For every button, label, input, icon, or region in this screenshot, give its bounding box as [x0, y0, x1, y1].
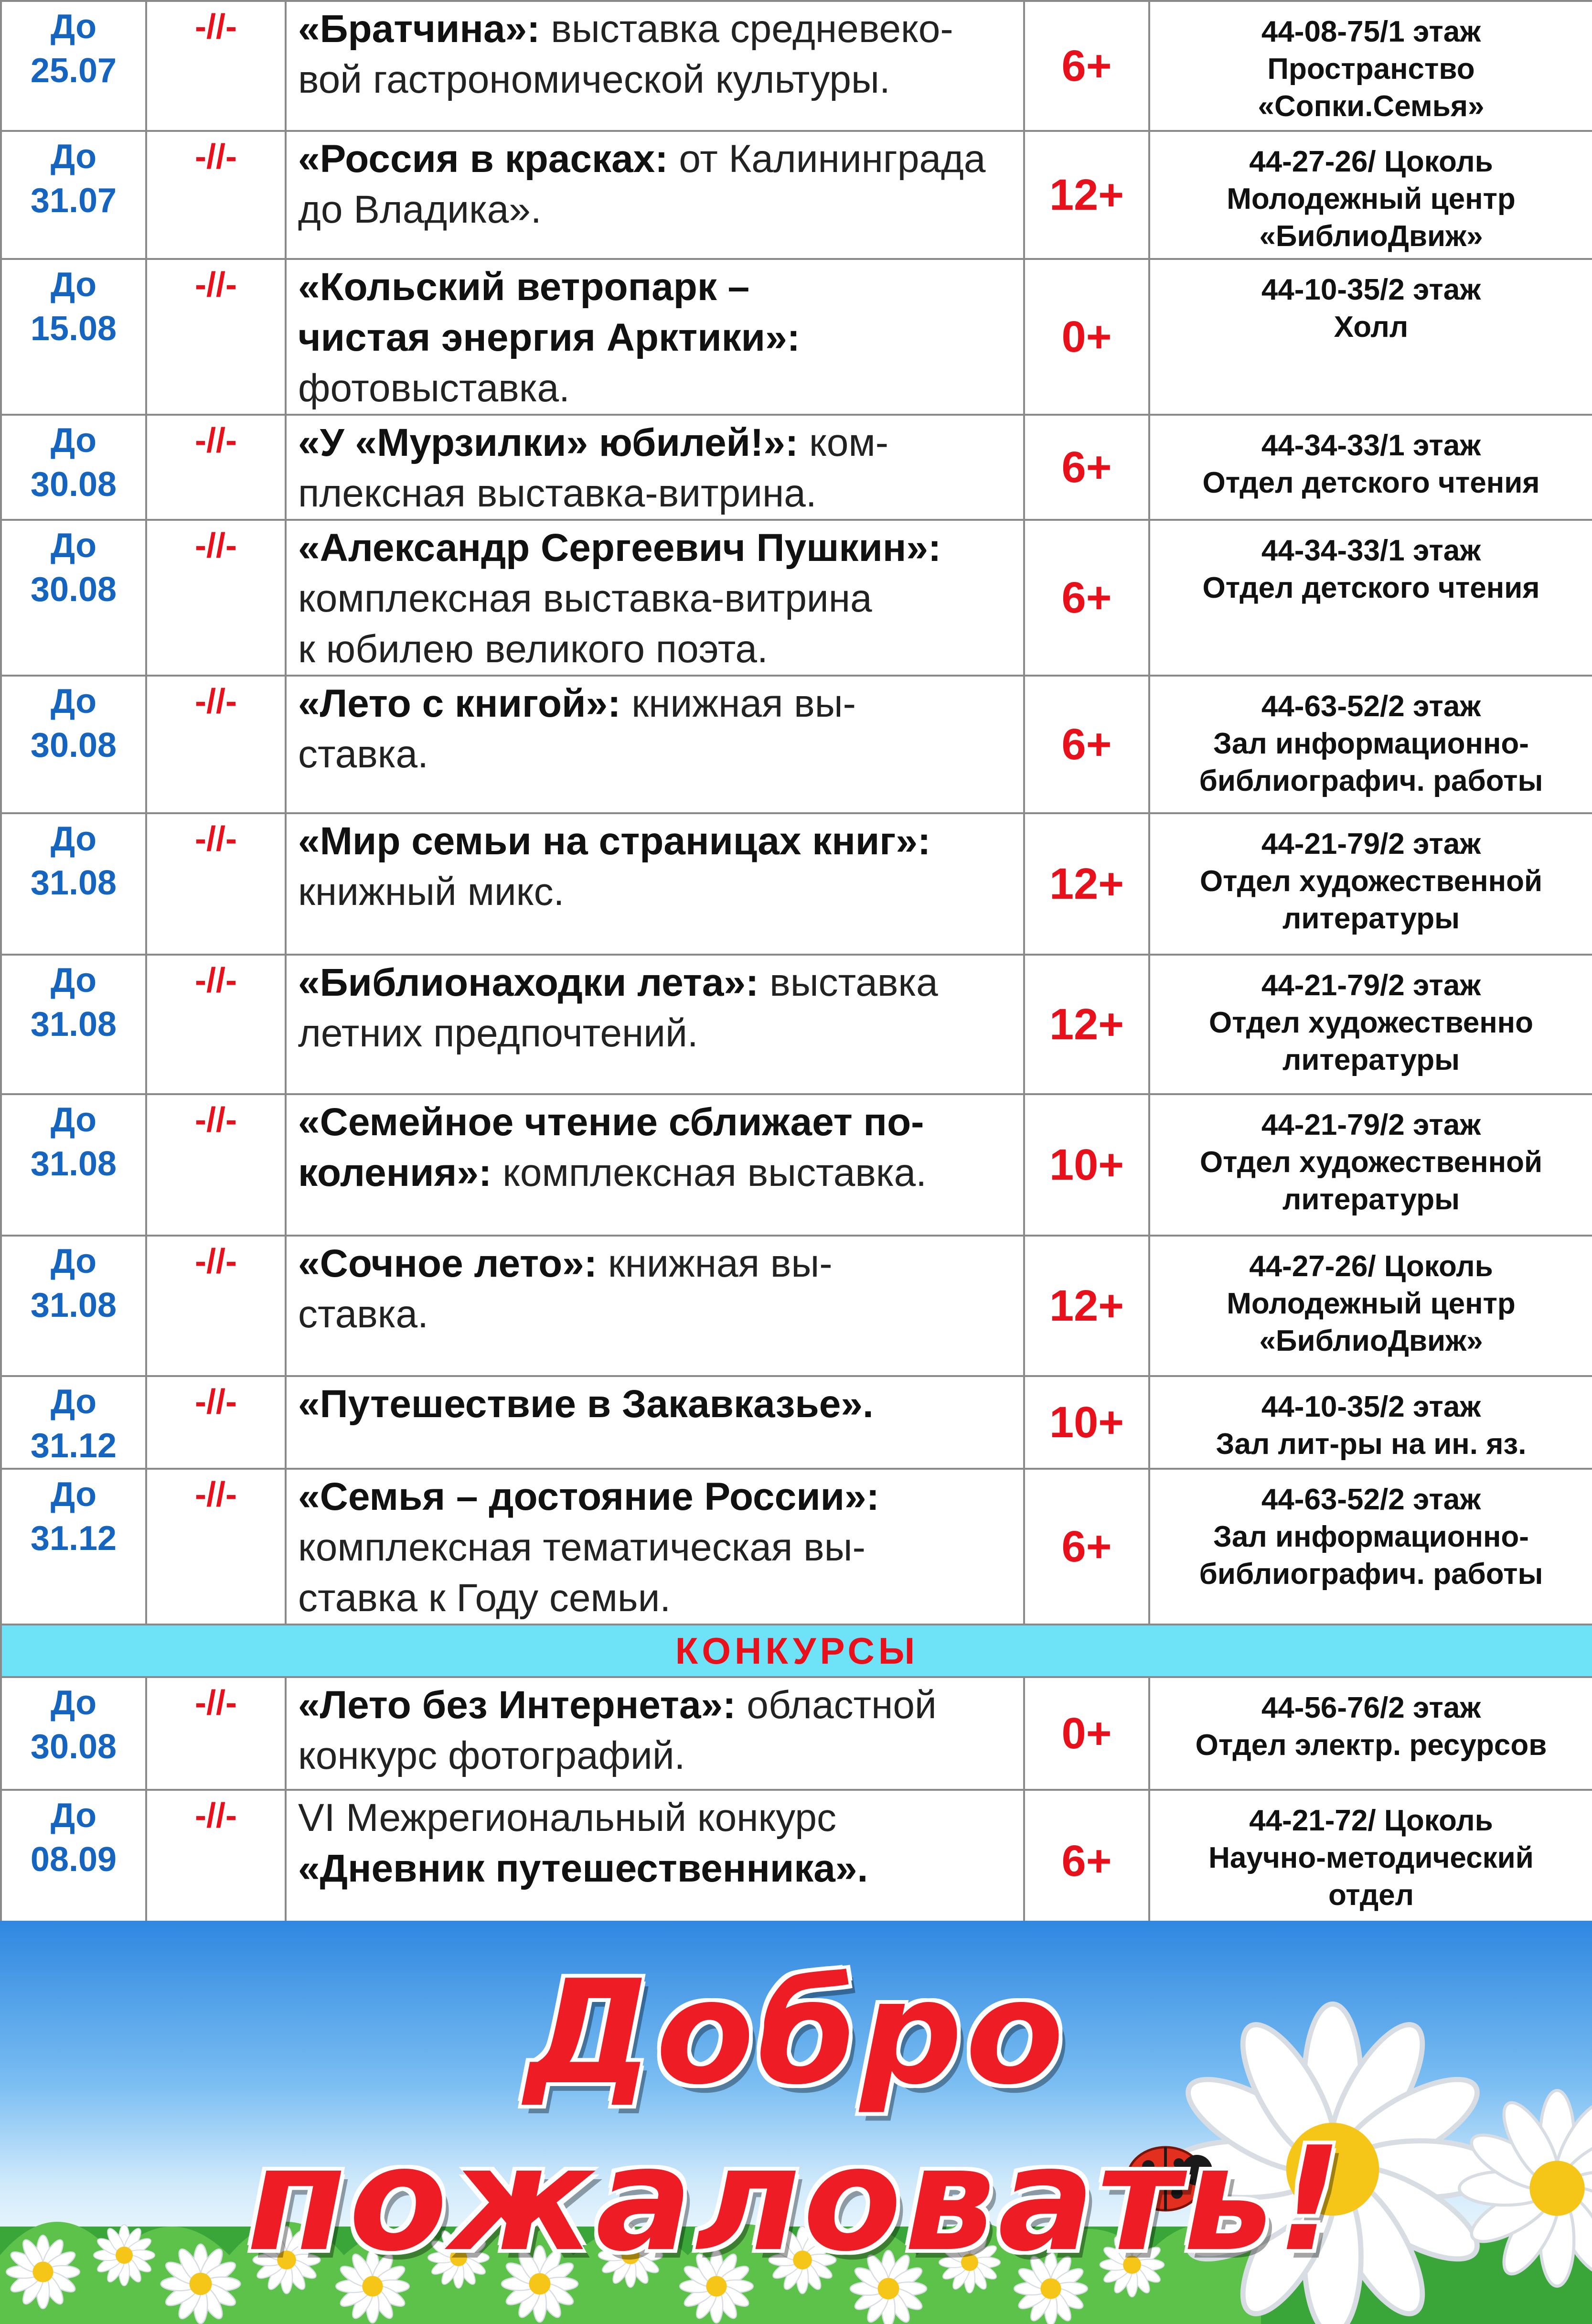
- event-title-text: ставка.: [298, 1292, 428, 1336]
- location-line: Зал лит-ры на ин. яз.: [1216, 1428, 1527, 1461]
- table-row: [1, 1236, 1592, 1376]
- date-cell: [1, 520, 146, 676]
- event-title-bold: «Мир семьи на страницах книг»:: [298, 819, 931, 863]
- event-title-text: VI Межрегиональный конкурс: [298, 1796, 836, 1840]
- event-title-text: комплексная выставка-витрина: [298, 577, 872, 620]
- age-rating: 0+: [1024, 1677, 1149, 1790]
- repeat-mark: -//-: [146, 1469, 286, 1625]
- date-value: 31.12: [30, 1427, 117, 1465]
- event-title-bold: «Путешествие в Закавказье».: [298, 1382, 874, 1426]
- event-title: [286, 1094, 1024, 1236]
- date-prefix: До: [50, 820, 97, 858]
- table-row: [1, 1376, 1592, 1469]
- date-cell: [1, 1376, 146, 1469]
- date-prefix: До: [50, 421, 97, 460]
- event-title-bold: «Александр Сергеевич Пушкин»:: [298, 526, 941, 570]
- location-line: «БиблиоДвиж»: [1259, 220, 1483, 253]
- phone-floor: 44-21-79/2 этаж: [1261, 828, 1481, 861]
- date-prefix: До: [50, 1101, 97, 1139]
- date-value: 30.08: [30, 570, 117, 609]
- event-title-line: [298, 624, 1023, 675]
- event-title: [286, 1469, 1024, 1625]
- location-cell: [1149, 1790, 1592, 1932]
- date-value: 08.09: [30, 1840, 117, 1879]
- date-value: 31.07: [30, 182, 117, 220]
- location-cell: [1149, 1, 1592, 131]
- event-title-text: комплексная выставка.: [491, 1151, 927, 1194]
- date-prefix: До: [50, 1242, 97, 1280]
- repeat-mark: -//-: [146, 955, 286, 1094]
- age-rating: 0+: [1024, 259, 1149, 415]
- age-rating: 12+: [1024, 1236, 1149, 1376]
- event-title-line: [298, 54, 1023, 105]
- date-cell: [1, 415, 146, 520]
- section-header-row: [1, 1625, 1592, 1677]
- repeat-mark: -//-: [146, 676, 286, 813]
- repeat-mark: -//-: [146, 1677, 286, 1790]
- age-rating: 6+: [1024, 520, 1149, 676]
- location-cell: [1149, 520, 1592, 676]
- age-rating: 6+: [1024, 1790, 1149, 1932]
- location-line: Научно-методический: [1208, 1841, 1534, 1874]
- location-cell: [1149, 1236, 1592, 1376]
- event-title-text: книжный микс.: [298, 870, 565, 914]
- date-prefix: До: [50, 961, 97, 1000]
- event-title: [286, 1790, 1024, 1932]
- location-line: Зал информационно-: [1213, 727, 1529, 760]
- event-title-line: [298, 184, 1023, 235]
- location-line: отдел: [1328, 1879, 1414, 1912]
- date-cell: [1, 1469, 146, 1625]
- repeat-mark: -//-: [146, 1790, 286, 1932]
- repeat-mark: -//-: [146, 131, 286, 259]
- event-title-line: [298, 418, 1023, 468]
- location-cell: [1149, 131, 1592, 259]
- table-row: [1, 520, 1592, 676]
- phone-floor: 44-08-75/1 этаж: [1261, 15, 1481, 48]
- phone-floor: 44-63-52/2 этаж: [1261, 690, 1481, 723]
- table-row: [1, 1094, 1592, 1236]
- event-title-line: [298, 1680, 1023, 1731]
- event-title-line: [298, 1238, 1023, 1289]
- event-title-text: книжная вы-: [597, 1242, 833, 1285]
- event-title: [286, 813, 1024, 955]
- event-title-bold: «Лето с книгой»:: [298, 682, 621, 725]
- phone-floor: 44-10-35/2 этаж: [1261, 1390, 1481, 1423]
- contests-body: [1, 1677, 1592, 1932]
- event-title-line: [298, 1472, 1023, 1522]
- date-prefix: До: [50, 527, 97, 565]
- table-row: [1, 955, 1592, 1094]
- table-row: [1, 813, 1592, 955]
- event-title-bold: «Сочное лето»:: [298, 1242, 598, 1285]
- age-rating: 6+: [1024, 415, 1149, 520]
- date-cell: [1, 131, 146, 259]
- age-rating: 12+: [1024, 131, 1149, 259]
- phone-floor: 44-56-76/2 этаж: [1261, 1691, 1481, 1724]
- date-prefix: До: [50, 1383, 97, 1421]
- date-cell: [1, 1094, 146, 1236]
- event-title-text: областной: [736, 1683, 937, 1727]
- table-row: [1, 131, 1592, 259]
- event-title: [286, 1677, 1024, 1790]
- date-prefix: До: [50, 8, 97, 46]
- event-title-text: книжная вы-: [620, 682, 856, 725]
- event-title: [286, 1, 1024, 131]
- event-title: [286, 259, 1024, 415]
- location-cell: [1149, 1677, 1592, 1790]
- location-line: Отдел детского чтения: [1202, 466, 1540, 499]
- age-rating: 6+: [1024, 676, 1149, 813]
- event-title-line: [298, 1843, 1023, 1894]
- date-cell: [1, 1677, 146, 1790]
- location-line: литературы: [1282, 1044, 1460, 1076]
- date-value: 30.08: [30, 726, 117, 764]
- contests-section: [1, 1625, 1592, 1677]
- events-body: [1, 1, 1592, 1625]
- event-title-line: [298, 1008, 1023, 1059]
- repeat-mark: -//-: [146, 1376, 286, 1469]
- location-cell: [1149, 1376, 1592, 1469]
- event-title-line: [298, 678, 1023, 729]
- date-value: 31.08: [30, 1286, 117, 1324]
- event-title: [286, 520, 1024, 676]
- event-title-text: от Калининграда: [668, 137, 986, 181]
- phone-floor: 44-63-52/2 этаж: [1261, 1483, 1481, 1516]
- date-value: 15.08: [30, 310, 117, 348]
- date-value: 31.08: [30, 1005, 117, 1044]
- location-line: Зал информационно-: [1213, 1520, 1529, 1553]
- event-title-line: [298, 958, 1023, 1008]
- phone-floor: 44-10-35/2 этаж: [1261, 273, 1481, 306]
- location-line: библиографич. работы: [1199, 764, 1543, 797]
- repeat-mark: -//-: [146, 259, 286, 415]
- event-title: [286, 1236, 1024, 1376]
- table-row: [1, 1, 1592, 131]
- location-line: Отдел художественно: [1208, 1006, 1533, 1039]
- event-title-line: [298, 523, 1023, 573]
- date-prefix: До: [50, 1475, 97, 1514]
- location-line: Холл: [1334, 311, 1409, 344]
- event-title-text: к юбилею великого поэта.: [298, 627, 768, 671]
- date-cell: [1, 813, 146, 955]
- date-value: 25.07: [30, 52, 117, 90]
- event-title-text: выставка: [759, 961, 938, 1004]
- event-title-text: вой гастрономической культуры.: [298, 58, 890, 101]
- event-title: [286, 415, 1024, 520]
- phone-floor: 44-21-79/2 этаж: [1261, 1108, 1481, 1141]
- location-cell: [1149, 259, 1592, 415]
- event-title-bold: «Библионаходки лета»:: [298, 961, 759, 1004]
- event-title: [286, 955, 1024, 1094]
- event-title-text: ком-: [798, 421, 889, 464]
- event-title-text: выставка средневеко-: [540, 7, 953, 51]
- age-rating: 10+: [1024, 1094, 1149, 1236]
- age-rating: 6+: [1024, 1, 1149, 131]
- event-title-line: [298, 1289, 1023, 1340]
- event-title-line: [298, 729, 1023, 780]
- age-rating: 12+: [1024, 955, 1149, 1094]
- event-title-bold: «Дневник путешественника».: [298, 1847, 868, 1890]
- date-prefix: До: [50, 1684, 97, 1722]
- date-value: 31.12: [30, 1519, 117, 1558]
- event-title-text: фотовыставка.: [298, 366, 570, 410]
- location-line: Отдел художественной: [1199, 1146, 1543, 1179]
- event-title-line: [298, 262, 1023, 312]
- event-title-line: [298, 1731, 1023, 1781]
- location-line: «БиблиоДвиж»: [1259, 1324, 1483, 1357]
- phone-floor: 44-34-33/1 этаж: [1261, 429, 1481, 462]
- event-title-line: [298, 1793, 1023, 1843]
- date-prefix: До: [50, 1797, 97, 1835]
- table-row: [1, 259, 1592, 415]
- age-rating: 10+: [1024, 1376, 1149, 1469]
- date-cell: [1, 955, 146, 1094]
- event-title-line: [298, 1379, 1023, 1430]
- event-title-bold: чистая энергия Арктики»:: [298, 316, 800, 359]
- date-cell: [1, 1, 146, 131]
- table-row: [1, 1469, 1592, 1625]
- repeat-mark: -//-: [146, 520, 286, 676]
- repeat-mark: -//-: [146, 1236, 286, 1376]
- phone-floor: 44-27-26/ Цоколь: [1249, 1250, 1493, 1283]
- table-row: [1, 676, 1592, 813]
- location-cell: [1149, 1469, 1592, 1625]
- date-cell: [1, 1790, 146, 1932]
- phone-floor: 44-34-33/1 этаж: [1261, 534, 1481, 567]
- event-title-bold: «У «Мурзилки» юбилей!»:: [298, 421, 799, 464]
- age-rating: 6+: [1024, 1469, 1149, 1625]
- table-row: [1, 415, 1592, 520]
- event-title-line: [298, 1522, 1023, 1573]
- event-title-bold: «Кольский ветропарк –: [298, 265, 750, 309]
- date-value: 31.08: [30, 1145, 117, 1183]
- location-line: библиографич. работы: [1199, 1558, 1543, 1591]
- location-line: литературы: [1282, 1183, 1460, 1216]
- event-title-bold: коления»:: [298, 1151, 492, 1194]
- repeat-mark: -//-: [146, 813, 286, 955]
- event-title-line: [298, 1097, 1023, 1148]
- location-line: Молодежный центр: [1227, 1287, 1516, 1320]
- event-title-line: [298, 867, 1023, 917]
- location-cell: [1149, 955, 1592, 1094]
- event-title-text: конкурс фотографий.: [298, 1734, 685, 1777]
- event-title-bold: «Лето без Интернета»:: [298, 1683, 736, 1727]
- event-title-line: [298, 4, 1023, 54]
- location-cell: [1149, 1094, 1592, 1236]
- event-title-bold: «Братчина»:: [298, 7, 540, 51]
- date-cell: [1, 1236, 146, 1376]
- location-line: Пространство: [1267, 53, 1475, 86]
- age-rating: 12+: [1024, 813, 1149, 955]
- date-cell: [1, 676, 146, 813]
- repeat-mark: -//-: [146, 415, 286, 520]
- location-line: Отдел электр. ресурсов: [1195, 1729, 1547, 1762]
- event-title-line: [298, 1148, 1023, 1198]
- location-cell: [1149, 676, 1592, 813]
- event-title-bold: «Семья – достояние России»:: [298, 1475, 879, 1518]
- event-title-text: летних предпочтений.: [298, 1011, 698, 1055]
- section-title: КОНКУРСЫ: [1, 1625, 1592, 1677]
- table-row: [1, 1677, 1592, 1790]
- event-title-text: ставка.: [298, 732, 428, 776]
- event-title-bold: «Россия в красках:: [298, 137, 668, 181]
- event-title-text: комплексная тематическая вы-: [298, 1526, 865, 1569]
- location-line: Молодежный центр: [1227, 183, 1516, 215]
- repeat-mark: -//-: [146, 1, 286, 131]
- event-title-text: до Владика».: [298, 188, 542, 231]
- event-title: [286, 1376, 1024, 1469]
- location-cell: [1149, 813, 1592, 955]
- event-title-line: [298, 816, 1023, 867]
- event-title-line: [298, 468, 1023, 519]
- date-prefix: До: [50, 138, 97, 176]
- date-cell: [1, 259, 146, 415]
- location-line: Отдел художественной: [1199, 865, 1543, 898]
- date-prefix: До: [50, 682, 97, 721]
- event-title: [286, 676, 1024, 813]
- event-title-bold: «Семейное чтение сближает по-: [298, 1100, 924, 1144]
- event-title-line: [298, 1573, 1023, 1624]
- location-line: «Сопки.Семья»: [1258, 90, 1485, 123]
- date-prefix: До: [50, 266, 97, 304]
- event-title-line: [298, 312, 1023, 363]
- event-title-line: [298, 363, 1023, 414]
- phone-floor: 44-21-79/2 этаж: [1261, 969, 1481, 1002]
- welcome-banner: [0, 1921, 1592, 2324]
- date-value: 30.08: [30, 465, 117, 504]
- banner-title: Добро пожаловать!: [247, 1949, 1345, 2283]
- phone-floor: 44-21-72/ Цоколь: [1249, 1804, 1493, 1837]
- phone-floor: 44-27-26/ Цоколь: [1249, 145, 1493, 178]
- date-value: 31.08: [30, 864, 117, 902]
- event-title-line: [298, 134, 1023, 184]
- event-title-text: ставка к Году семьи.: [298, 1576, 671, 1620]
- repeat-mark: -//-: [146, 1094, 286, 1236]
- location-cell: [1149, 415, 1592, 520]
- date-value: 30.08: [30, 1728, 117, 1766]
- event-title: [286, 131, 1024, 259]
- table-row: [1, 1790, 1592, 1932]
- event-title-line: [298, 573, 1023, 624]
- location-line: литературы: [1282, 902, 1460, 935]
- event-title-text: плексная выставка-витрина.: [298, 472, 817, 515]
- location-line: Отдел детского чтения: [1202, 571, 1540, 604]
